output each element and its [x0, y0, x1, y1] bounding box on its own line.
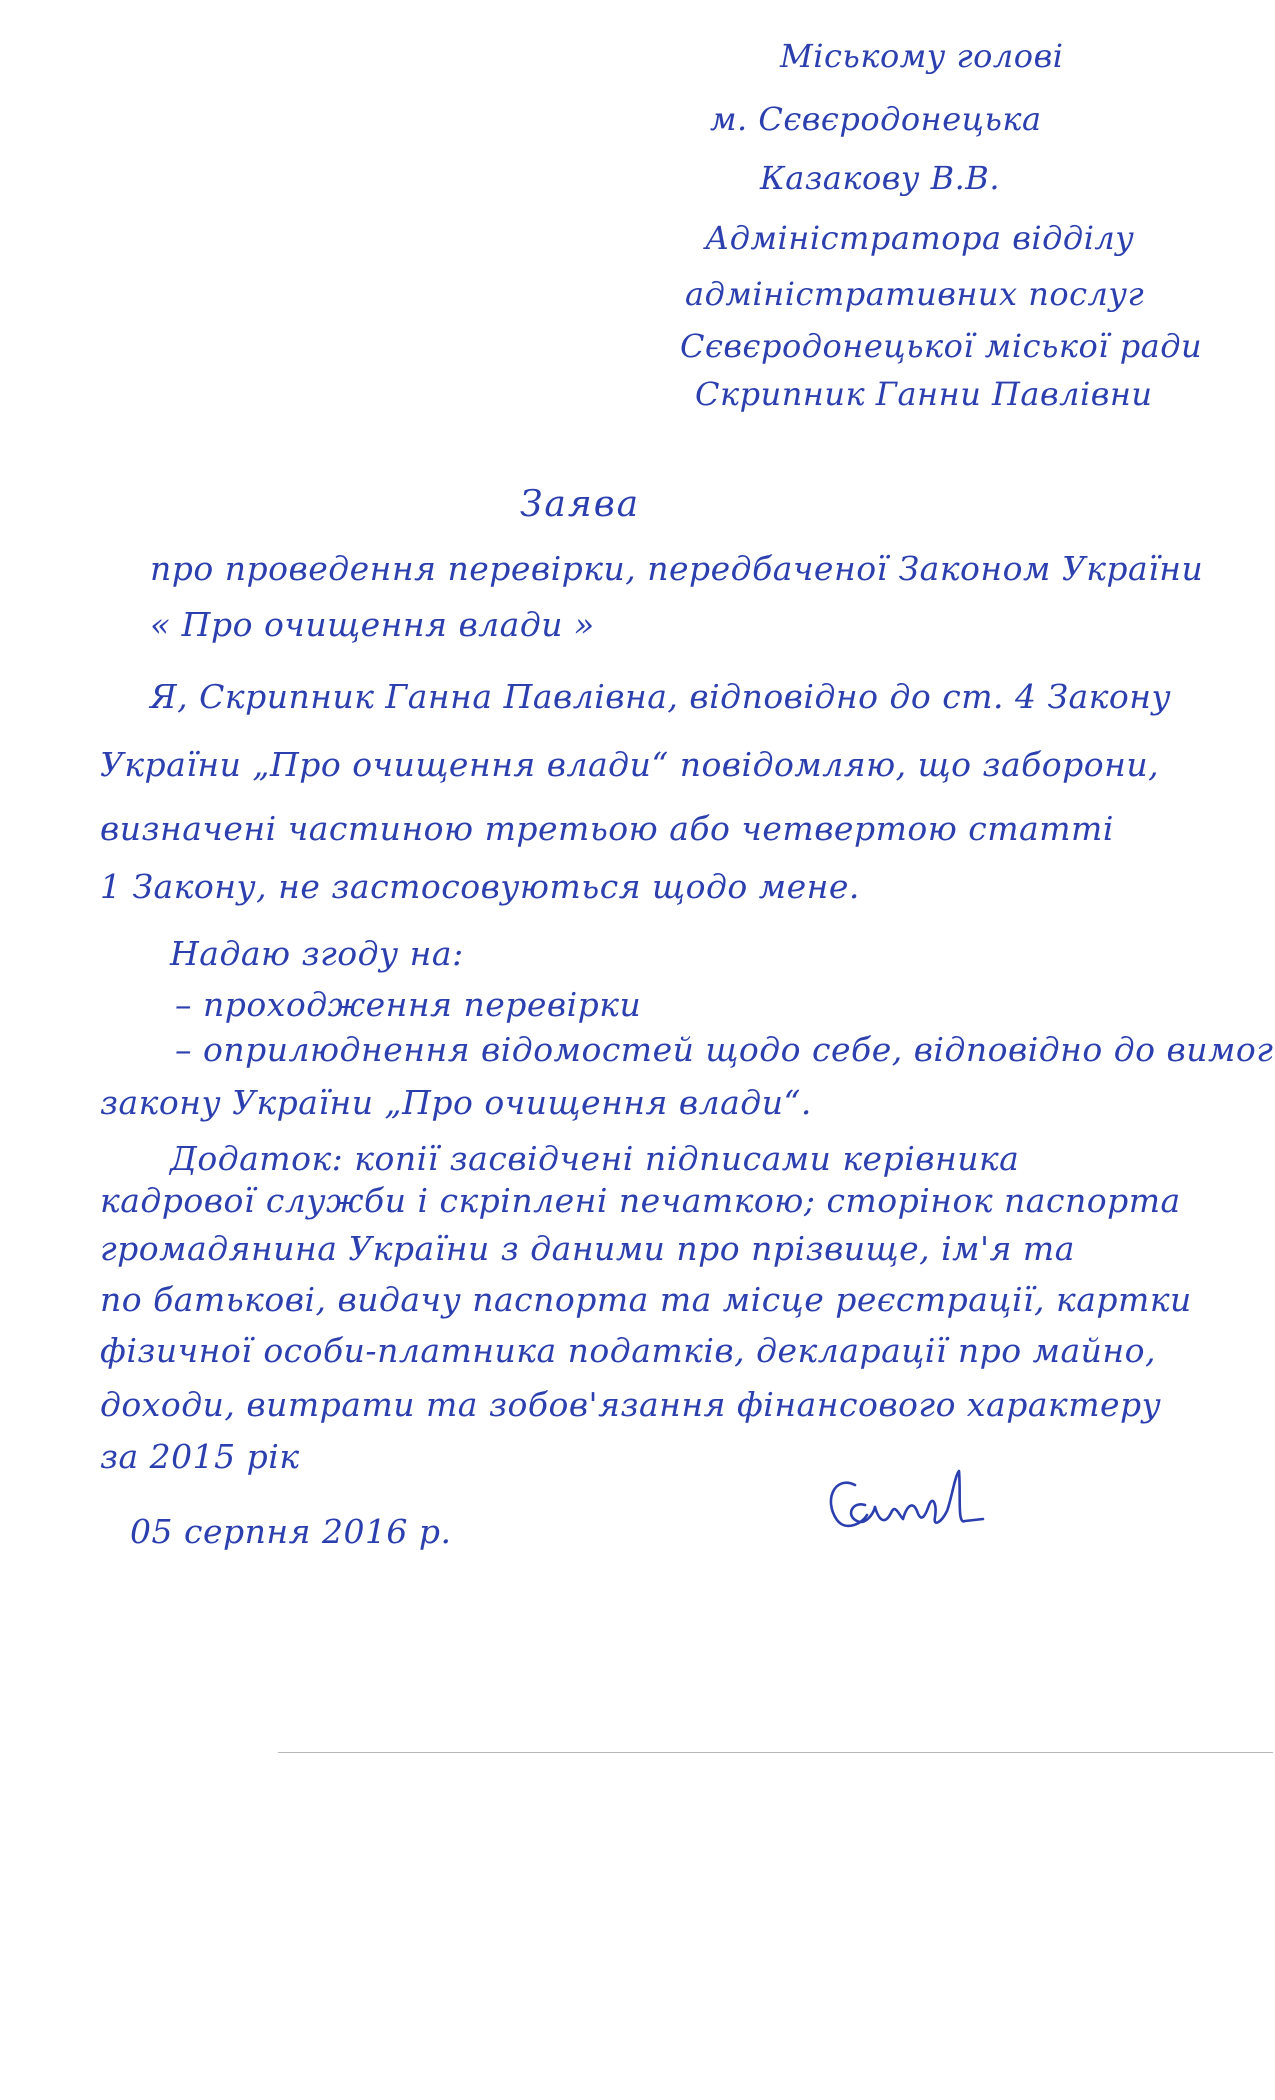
- body-line: 1 Закону, не застосовуються щодо мене.: [100, 867, 860, 906]
- consent-line: Надаю згоду на:: [170, 934, 464, 973]
- attachment-line: доходи, витрати та зобов'язання фінансового характеру: [100, 1385, 1162, 1424]
- consent-line: закону України „Про очищення влади“.: [100, 1083, 812, 1122]
- consent-line: – проходження перевірки: [175, 985, 642, 1024]
- attachment-line: Додаток: копії засвідчені підписами керівника: [170, 1139, 1020, 1178]
- addressee-line: Адміністратора відділу: [705, 219, 1135, 257]
- attachment-line: фізичної особи-платника податків, декларації про майно,: [100, 1331, 1156, 1370]
- scan-edge-line: [278, 1752, 1273, 1753]
- attachment-line: кадрової служби і скріплені печаткою; сторінок паспорта: [100, 1181, 1181, 1220]
- addressee-line: Скрипник Ганни Павлівни: [695, 375, 1153, 413]
- body-line: України „Про очищення влади“ повідомляю, що заборони,: [100, 745, 1160, 784]
- subtitle-line: про проведення перевірки, передбаченої Законом України: [150, 549, 1204, 588]
- attachment-line: по батькові, видачу паспорта та місце реєстрації, картки: [100, 1280, 1192, 1319]
- body-line: визначені частиною третьою або четвертою статті: [100, 809, 1114, 848]
- handwritten-signature: [815, 1465, 985, 1550]
- addressee-line: Казакову В.В.: [760, 159, 1000, 197]
- attachment-line: за 2015 рік: [100, 1437, 300, 1476]
- addressee-line: Міському голові: [780, 37, 1064, 75]
- addressee-line: м. Сєвєродонецька: [710, 100, 1042, 138]
- date: 05 серпня 2016 р.: [130, 1512, 452, 1551]
- addressee-line: адміністративних послуг: [685, 275, 1145, 313]
- document-title: Заява: [520, 484, 641, 525]
- body-line: Я, Скрипник Ганна Павлівна, відповідно до ст. 4 Закону: [150, 677, 1172, 716]
- subtitle-line: « Про очищення влади »: [150, 605, 595, 644]
- consent-line: – оприлюднення відомостей щодо себе, відповідно до вимог: [175, 1030, 1274, 1069]
- addressee-line: Сєвєродонецької міської ради: [680, 327, 1203, 365]
- attachment-line: громадянина України з даними про прізвище, ім'я та: [100, 1229, 1075, 1268]
